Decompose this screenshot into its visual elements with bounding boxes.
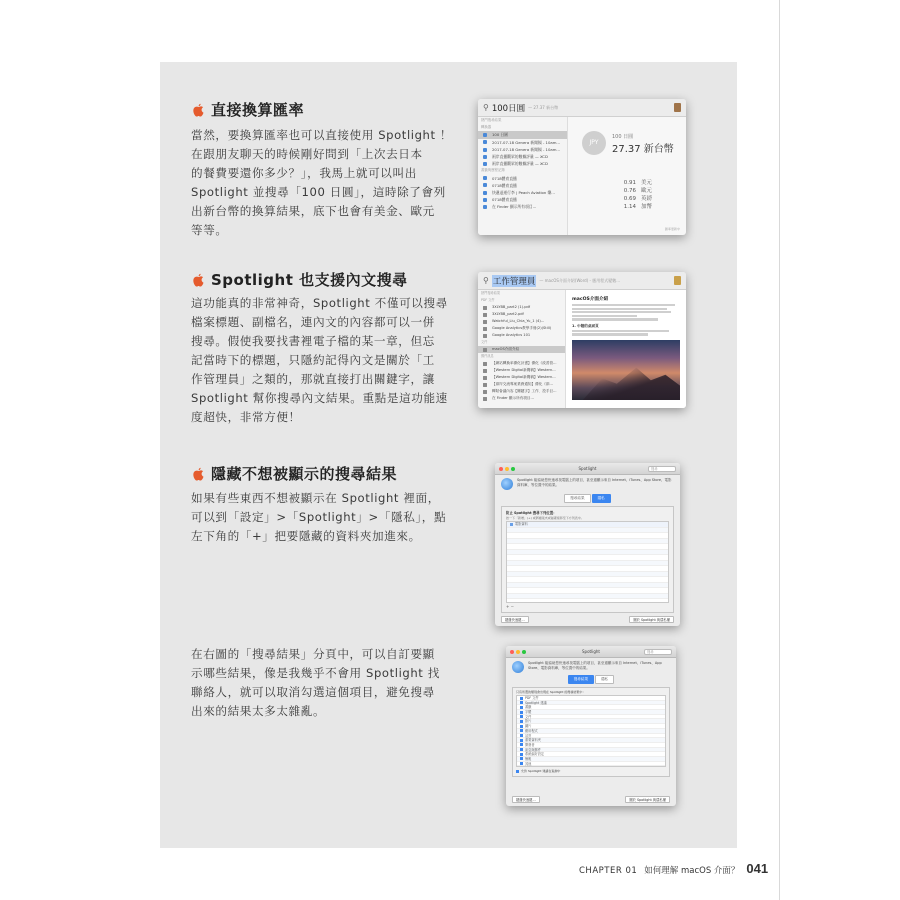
currency-value: 0.91 (623, 180, 636, 186)
text-line (572, 333, 648, 335)
spotlight-query: 工作管理員 (492, 276, 536, 287)
chapter-label: CHAPTER 01 (579, 866, 638, 876)
apple-icon (192, 103, 205, 117)
categories-box (512, 687, 670, 777)
checkbox-icon (520, 753, 523, 756)
category-list (516, 695, 666, 767)
result-label: 0718體育直播 (492, 175, 517, 181)
result-label: 【Western Digital新聞稿】Western... (492, 375, 556, 379)
categories-label: 只有所選的類別會出現在 Spotlight 的搜尋結果中： (516, 690, 586, 694)
category-label: 應用程式 (525, 728, 538, 733)
search-field: 搜尋 (644, 649, 672, 655)
checkbox-icon (520, 720, 523, 723)
section-title-text: 隱藏不想被顯示的搜尋結果 (211, 465, 398, 483)
result-label: 在 Finder 顯示所有項目... (492, 396, 534, 400)
list-section-header (478, 124, 567, 131)
category-label: 簡報 (525, 756, 532, 761)
result-label: 文件 (481, 340, 488, 344)
result-label: 熱門搜尋結果 (481, 291, 501, 295)
document-title: macOS介面介紹 (572, 297, 609, 302)
document-preview (566, 290, 686, 408)
document-subheading: 1. 中階的桌面頁 (572, 323, 599, 328)
list-item-label: 電影資料 (515, 522, 528, 526)
result-row (478, 332, 565, 339)
keyboard-shortcuts-button: 鍵盤快速鍵... (512, 796, 540, 803)
result-icon (483, 191, 487, 195)
tab-search-results: 搜尋結果 (564, 494, 590, 503)
text-line (572, 315, 637, 317)
result-icon (483, 327, 487, 331)
result-row (478, 388, 565, 395)
search-icon: ⚲ (483, 103, 489, 112)
description-text: Spotlight 能協助您快速尋找電腦上的項目，甚至還顯示來自 Internet、iTunes、App Store、電影資料庫，等位置中的結果。 (517, 478, 672, 487)
result-row (478, 196, 567, 203)
checkbox-icon (520, 734, 523, 737)
chapter-title: 如何理解 macOS 介面？ (644, 866, 740, 876)
result-label: 在 Finder 顯示所有項目... (492, 204, 537, 210)
result-icon (483, 198, 487, 202)
section-title-text: 直接換算匯率 (211, 101, 305, 119)
result-row (478, 325, 565, 332)
result-row (478, 381, 565, 388)
spotlight-logo-icon (501, 478, 513, 490)
section-title-text: Spotlight 也支援內文搜尋 (211, 271, 408, 289)
result-icon (483, 348, 487, 352)
currency-name: 英鎊 (641, 196, 653, 202)
window-title: Spotlight (582, 649, 600, 654)
checkbox-icon (520, 739, 523, 742)
text-line (572, 318, 658, 320)
body-line: Spotlight 並搜尋「100 日圓」，這時除了會列 (191, 185, 446, 199)
pref-tabs (495, 494, 680, 503)
spotlight-description (506, 658, 676, 674)
result-row (478, 304, 565, 311)
result-row (478, 139, 567, 146)
currency-name: 美元 (641, 180, 653, 186)
privacy-label: 防止 Spotlight 搜尋下列位置： (506, 511, 557, 515)
checkbox-icon (520, 697, 523, 700)
about-privacy-button: 關於 Spotlight 與隱私權 (625, 796, 670, 803)
section-body-exchange (191, 126, 452, 240)
text-line (572, 330, 669, 332)
result-label: 快遞退運行李 | Peach Aviation 樂... (492, 189, 555, 195)
list-section-header (478, 167, 567, 174)
result-icon (483, 397, 487, 401)
category-label: Spotlight 建議 (525, 700, 547, 705)
pref-footer (512, 796, 670, 803)
dictionary-icon (674, 103, 681, 112)
page-spine-line (779, 0, 780, 900)
window-title: Spotlight (578, 466, 597, 471)
result-label: 熱門搜尋結果 (481, 118, 502, 122)
checkbox-icon (520, 729, 523, 732)
body-line: 左下角的「+」把要隱藏的資料夾加進來。 (191, 529, 421, 543)
description-text: Spotlight 能協助您快速尋找電腦上的項目，甚至還顯示來自 Internet、iTunes、App Store、電影資料庫，等位置中的結果。 (528, 661, 662, 670)
result-label: macOS介面介紹 (492, 347, 520, 351)
section-body-search-results (191, 645, 440, 721)
result-row (478, 203, 567, 210)
result-label: Google Analytics教學手冊(2)(Still) (492, 326, 552, 330)
category-label: 文件 (525, 714, 532, 719)
result-row (478, 395, 565, 402)
spotlight-search-results-preferences-screenshot (506, 646, 676, 806)
list-section-header (478, 297, 565, 304)
result-label: 2017-07-18 Genera 新聞稿 - 10am... (492, 146, 561, 152)
spotlight-query-suffix: — macOS介面介紹(Word) - 應用程式變數... (539, 277, 621, 283)
result-icon (483, 148, 487, 152)
spotlight-description (495, 475, 680, 493)
window-controls (499, 467, 515, 471)
currency-row (614, 187, 652, 195)
result-icon (483, 176, 487, 180)
body-line: 出來的結果太多太雜亂。 (191, 704, 326, 718)
pref-tabs (506, 675, 676, 684)
spotlight-result-list (478, 290, 566, 408)
body-line: 的餐費要還你多少？」，我馬上就可以叫出 (191, 166, 417, 180)
about-privacy-button: 關於 Spotlight 與隱私權 (629, 616, 674, 623)
body-line: 搜尋。假使我要找書裡電子檔的某一章，但忘 (191, 334, 435, 348)
result-icon (483, 133, 487, 137)
body-line: 作管理員」之類的，那就直接打出關鍵字，讓 (191, 372, 435, 386)
conversion-result: 27.37 新台幣 (612, 144, 674, 155)
body-line: 度超快，非常方便！ (191, 410, 301, 424)
checkbox-icon (520, 701, 523, 704)
result-label: 0718體育直播 (492, 197, 517, 203)
result-icon (483, 320, 487, 324)
category-label: 影片 (525, 719, 532, 724)
checkbox-label: 允許 Spotlight 建議在查詢中 (521, 769, 561, 774)
body-line: 在跟朋友聊天的時候剛好問到「上次去日本 (191, 147, 423, 161)
result-label: 3XLYBB_part2 (1).pdf (492, 305, 531, 309)
result-icon (483, 155, 487, 159)
privacy-box (501, 506, 674, 613)
apple-icon (192, 467, 205, 481)
result-row (478, 318, 565, 325)
result-label: 3XLYBB_part2.pdf (492, 312, 524, 316)
result-row (478, 153, 567, 160)
list-section-header (478, 117, 567, 124)
result-row (478, 182, 567, 189)
category-label: 訊息與郵件 (525, 747, 541, 752)
apple-icon (192, 273, 205, 287)
result-row (478, 360, 565, 367)
result-row (478, 131, 567, 138)
checkbox-icon (520, 715, 523, 718)
currency-value: 1.14 (623, 204, 636, 210)
other-currency-list (614, 179, 652, 211)
category-label: 圖片 (525, 724, 532, 729)
privacy-hint: 按一下「新增」(+) 或將檔案夾或磁碟拖移至下方列表中。 (506, 516, 584, 520)
result-icon (483, 376, 487, 380)
category-label: 開發者 (525, 742, 535, 747)
body-line: 聯絡人，就可以取消勾選這個項目，避免搜尋 (191, 685, 435, 699)
result-icon (483, 390, 487, 394)
text-line (572, 311, 671, 313)
result-icon (483, 306, 487, 310)
result-row (478, 189, 567, 196)
body-line: 在右圖的「搜尋結果」分頁中，可以自訂要顯 (191, 647, 435, 661)
page-footer (579, 861, 768, 876)
body-line: 當然，要換算匯率也可以直接使用 Spotlight ！ (191, 128, 453, 142)
spotlight-logo-icon (512, 661, 524, 673)
result-icon (483, 362, 487, 366)
body-line: 可以到「設定」>「Spotlight」>「隱私」，點 (191, 510, 447, 524)
category-label: 書籤 (525, 705, 532, 710)
result-icon (483, 383, 487, 387)
checkbox-icon (516, 770, 519, 773)
result-row (478, 346, 565, 353)
body-line: 示哪些結果，像是我幾乎不會用 Spotlight 找 (191, 666, 440, 680)
window-titlebar (506, 646, 676, 658)
currency-value: 0.69 (623, 196, 636, 202)
body-line: 如果有些東西不想被顯示在 Spotlight 裡面， (191, 491, 440, 505)
body-line: 檔案標題、副檔名，連內文的內容都可以一併 (191, 315, 435, 329)
text-line (572, 304, 675, 306)
section-body-hide-results (191, 489, 446, 546)
list-section-header (478, 290, 565, 297)
currency-row (614, 195, 652, 203)
result-label: 【兩岸交流專案業務通知】優化《兩... (492, 382, 553, 386)
excluded-locations-list (506, 521, 669, 603)
result-label: 郵件訊息 (481, 354, 494, 358)
checkbox-icon (520, 757, 523, 760)
result-label: 【Western Digital新聞稿】Western... (492, 368, 556, 372)
currency-row (614, 203, 652, 211)
result-label: 2017-07-18 Genera 新聞稿 - 10am... (492, 139, 561, 145)
document-icon (674, 276, 681, 285)
body-line: 記當時下的標題，只隱約記得內文是關於「工 (191, 353, 435, 367)
result-icon (483, 183, 487, 187)
search-icon: ⚲ (483, 276, 489, 285)
currency-value: 0.76 (623, 188, 636, 194)
window-controls (510, 650, 526, 654)
checkbox-icon (520, 748, 523, 751)
category-label: 活頁 (525, 733, 532, 738)
keyboard-shortcuts-button: 鍵盤快速鍵... (501, 616, 529, 623)
body-line: 這功能真的非常神奇，Spotlight 不僅可以搜尋 (191, 296, 448, 310)
checkbox-icon (520, 762, 523, 765)
spotlight-query-suffix: — 27.37 新台幣 (528, 104, 559, 110)
result-label: 轉貼會議內容【關鍵字】工作．投手巨... (492, 389, 557, 393)
result-icon (483, 205, 487, 209)
category-label: 字體 (525, 710, 532, 715)
currency-name: 歐元 (641, 188, 653, 194)
search-field: 搜尋 (648, 466, 676, 472)
category-label: 其他 (525, 761, 532, 766)
spotlight-search-bar (478, 99, 686, 117)
result-label: 兩岸直播觀眾的數據評量 — XCD (492, 153, 548, 159)
list-section-header (478, 339, 565, 346)
category-label: 重要資料夾 (525, 738, 541, 743)
result-label: Watchful_Liu_Chia_Yu_1 (4)... (492, 319, 545, 323)
result-row (478, 146, 567, 153)
result-icon (483, 313, 487, 317)
result-icon (483, 140, 487, 144)
currency-badge: JPY (582, 131, 606, 155)
spotlight-privacy-preferences-screenshot (495, 463, 680, 626)
spotlight-content-search-screenshot (478, 272, 686, 408)
spotlight-currency-screenshot (478, 99, 686, 235)
body-line: 出新台幣的換算結果，底下也會有美金、歐元 (191, 204, 435, 218)
body-line: Spotlight 幫你搜尋內文結果。重點是這功能速 (191, 391, 448, 405)
result-row (478, 367, 565, 374)
result-row (478, 175, 567, 182)
pref-footer (501, 616, 674, 623)
spotlight-conversion-detail (568, 117, 686, 235)
result-label: 書籤與歷程記錄 (481, 168, 505, 173)
text-line (572, 308, 667, 310)
checkbox-icon (520, 743, 523, 746)
rate-note: 匯率更新中 (664, 227, 680, 231)
tab-privacy: 隱私 (595, 675, 614, 684)
conversion-from: 100 日圓 (612, 134, 634, 140)
section-title-exchange (192, 99, 304, 120)
checkbox-icon (520, 711, 523, 714)
folder-icon (510, 523, 513, 526)
result-row (478, 311, 565, 318)
result-label: 【網站轉換率優化計畫】優化《改善管... (492, 361, 557, 365)
result-icon (483, 369, 487, 373)
page-number: 041 (746, 861, 769, 876)
section-title-content-search (192, 269, 408, 290)
checkbox-icon (520, 725, 523, 728)
currency-name: 加幣 (641, 204, 653, 210)
result-row (478, 374, 565, 381)
add-remove-buttons: + − (506, 604, 514, 609)
suggestions-checkbox-row (516, 769, 666, 773)
list-item (507, 594, 668, 600)
currency-row (614, 179, 652, 187)
spotlight-result-list (478, 117, 568, 235)
result-row (478, 160, 567, 167)
result-label: Google Analytics 101 (492, 333, 531, 337)
category-item (517, 762, 665, 767)
category-label: 系統偏好設定 (525, 752, 545, 757)
result-label: PDF 文件 (481, 298, 495, 302)
result-label: 兩岸直播觀眾的數據評量 — XCD (492, 161, 548, 167)
spotlight-query: 100日圓 (491, 103, 526, 114)
result-icon (483, 334, 487, 338)
section-body-content-search (191, 294, 448, 427)
tab-search-results: 搜尋結果 (568, 675, 594, 684)
section-title-hide-results (192, 463, 397, 484)
result-label: 轉換器 (481, 125, 492, 130)
spotlight-search-bar (478, 272, 686, 290)
list-section-header (478, 353, 565, 360)
category-label: PDF 文件 (525, 696, 539, 700)
mountain-wallpaper-image (572, 340, 680, 400)
tab-privacy: 隱私 (592, 494, 611, 503)
result-label: 0718體育直播 (492, 182, 517, 188)
result-label: 100 日圓 (492, 132, 509, 138)
result-icon (483, 162, 487, 166)
body-line: 等等。 (191, 223, 228, 237)
checkbox-icon (520, 706, 523, 709)
window-titlebar (495, 463, 680, 475)
